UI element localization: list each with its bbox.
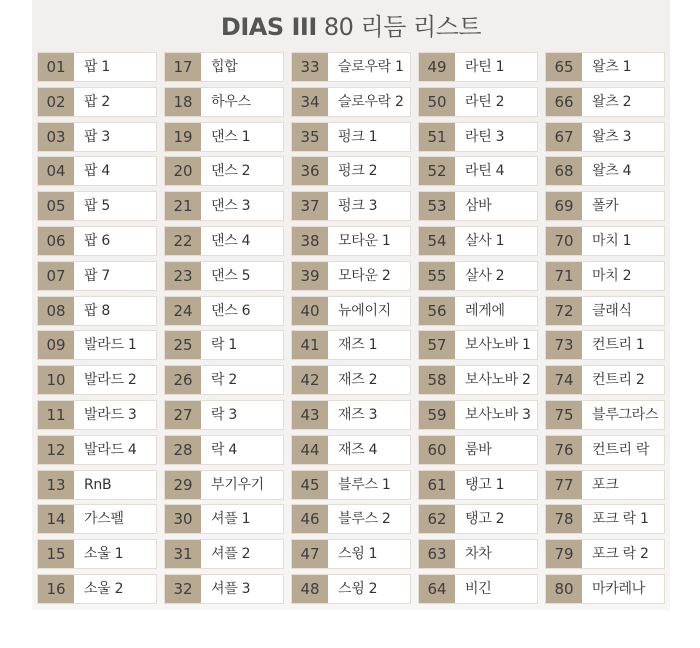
rhythm-number: 33 (292, 53, 328, 81)
rhythm-number: 59 (419, 401, 455, 429)
rhythm-number: 31 (165, 540, 201, 568)
rhythm-name: 팝 2 (84, 93, 110, 110)
rhythm-item (37, 470, 157, 500)
rhythm-item (545, 330, 665, 360)
rhythm-name: 라틴 4 (465, 163, 505, 180)
rhythm-number: 69 (546, 192, 582, 220)
rhythm-name: 왈츠 2 (592, 93, 632, 110)
rhythm-item (37, 539, 157, 569)
rhythm-name: 셔플 3 (211, 580, 251, 597)
rhythm-name: 모타운 1 (338, 232, 391, 249)
rhythm-item (164, 156, 284, 186)
rhythm-name: 삼바 (465, 198, 492, 215)
rhythm-item (164, 365, 284, 395)
rhythm-number: 37 (292, 192, 328, 220)
rhythm-number: 19 (165, 123, 201, 151)
rhythm-item (164, 504, 284, 534)
rhythm-number: 66 (546, 88, 582, 116)
rhythm-number: 24 (165, 297, 201, 325)
rhythm-item (291, 87, 411, 117)
rhythm-name: 블루그라스 (592, 406, 659, 423)
rhythm-number: 53 (419, 192, 455, 220)
rhythm-name: 팝 4 (84, 163, 110, 180)
rhythm-item (545, 156, 665, 186)
rhythm-number: 05 (38, 192, 74, 220)
rhythm-name: 레게에 (465, 302, 505, 319)
brand-name: DIAS III (220, 13, 317, 41)
page-title (32, 10, 670, 44)
rhythm-item (545, 539, 665, 569)
rhythm-name: 마치 1 (592, 232, 632, 249)
rhythm-name: 힙합 (211, 59, 238, 75)
rhythm-name: 왈츠 1 (592, 59, 632, 75)
rhythm-number: 51 (419, 123, 455, 151)
rhythm-name: 펑크 2 (338, 163, 378, 180)
rhythm-name: 팝 1 (84, 59, 110, 75)
rhythm-number: 44 (292, 436, 328, 464)
rhythm-name: 댄스 5 (211, 267, 251, 284)
rhythm-item (164, 539, 284, 569)
rhythm-item (545, 52, 665, 82)
rhythm-number: 10 (38, 366, 74, 394)
rhythm-number: 47 (292, 540, 328, 568)
rhythm-item (37, 156, 157, 186)
rhythm-name: 락 4 (211, 441, 237, 458)
rhythm-number: 21 (165, 192, 201, 220)
rhythm-number: 77 (546, 471, 582, 499)
rhythm-item (37, 400, 157, 430)
rhythm-name: 마카레나 (592, 580, 645, 597)
rhythm-number: 72 (546, 297, 582, 325)
rhythm-number: 03 (38, 123, 74, 151)
rhythm-number: 57 (419, 331, 455, 359)
rhythm-item (291, 504, 411, 534)
rhythm-item (291, 539, 411, 569)
rhythm-item (418, 504, 538, 534)
rhythm-number: 40 (292, 297, 328, 325)
rhythm-item (545, 191, 665, 221)
rhythm-number: 42 (292, 366, 328, 394)
rhythm-item (164, 261, 284, 291)
rhythm-number: 26 (165, 366, 201, 394)
rhythm-grid (37, 52, 665, 604)
rhythm-name: 비긴 (465, 580, 492, 597)
rhythm-name: 보사노바 1 (465, 337, 531, 354)
rhythm-item (418, 191, 538, 221)
rhythm-name: 블루스 1 (338, 476, 391, 493)
rhythm-item (545, 261, 665, 291)
rhythm-number: 32 (165, 575, 201, 603)
rhythm-number: 06 (38, 227, 74, 255)
rhythm-name: 마치 2 (592, 267, 632, 284)
rhythm-name: 락 2 (211, 372, 237, 389)
rhythm-item (291, 122, 411, 152)
rhythm-number: 04 (38, 157, 74, 185)
rhythm-name: 모타운 2 (338, 267, 391, 284)
rhythm-item (545, 470, 665, 500)
rhythm-name: 재즈 3 (338, 406, 378, 423)
rhythm-number: 74 (546, 366, 582, 394)
rhythm-name: 펑크 3 (338, 198, 378, 215)
rhythm-number: 13 (38, 471, 74, 499)
rhythm-number: 68 (546, 157, 582, 185)
rhythm-name: 댄스 4 (211, 232, 251, 249)
rhythm-item (37, 330, 157, 360)
rhythm-number: 34 (292, 88, 328, 116)
rhythm-name: 라틴 1 (465, 59, 505, 75)
rhythm-name: 재즈 2 (338, 372, 378, 389)
rhythm-item (291, 400, 411, 430)
rhythm-item (37, 574, 157, 604)
rhythm-number: 16 (38, 575, 74, 603)
rhythm-name: 소울 2 (84, 580, 124, 597)
rhythm-item (37, 52, 157, 82)
rhythm-number: 60 (419, 436, 455, 464)
rhythm-number: 49 (419, 53, 455, 81)
rhythm-number: 65 (546, 53, 582, 81)
rhythm-number: 39 (292, 262, 328, 290)
rhythm-name: 팝 3 (84, 128, 110, 145)
rhythm-item (37, 122, 157, 152)
rhythm-name: 펑크 1 (338, 128, 378, 145)
rhythm-name: 팝 6 (84, 232, 110, 249)
rhythm-name: 스윙 1 (338, 546, 378, 563)
rhythm-name: 포크 락 1 (592, 511, 649, 528)
rhythm-name: 스윙 2 (338, 580, 378, 597)
rhythm-item (291, 226, 411, 256)
rhythm-item (291, 330, 411, 360)
rhythm-name: 컨트리 1 (592, 337, 645, 354)
rhythm-item (545, 400, 665, 430)
rhythm-item (545, 296, 665, 326)
rhythm-item (164, 52, 284, 82)
rhythm-number: 73 (546, 331, 582, 359)
rhythm-name: 블루스 2 (338, 511, 391, 528)
rhythm-name: 댄스 3 (211, 198, 251, 215)
rhythm-number: 18 (165, 88, 201, 116)
rhythm-item (418, 330, 538, 360)
rhythm-name: 뉴에이지 (338, 302, 391, 319)
rhythm-number: 62 (419, 505, 455, 533)
rhythm-item (164, 296, 284, 326)
rhythm-number: 38 (292, 227, 328, 255)
rhythm-item (545, 87, 665, 117)
rhythm-number: 30 (165, 505, 201, 533)
rhythm-number: 02 (38, 88, 74, 116)
rhythm-item (418, 365, 538, 395)
rhythm-item (545, 435, 665, 465)
rhythm-name: 살사 2 (465, 267, 505, 284)
rhythm-name: 포크 락 2 (592, 546, 649, 563)
rhythm-number: 17 (165, 53, 201, 81)
rhythm-item (418, 539, 538, 569)
rhythm-number: 79 (546, 540, 582, 568)
rhythm-item (545, 365, 665, 395)
rhythm-number: 56 (419, 297, 455, 325)
rhythm-item (164, 435, 284, 465)
rhythm-item (164, 400, 284, 430)
rhythm-item (37, 261, 157, 291)
rhythm-number: 71 (546, 262, 582, 290)
rhythm-name: 컨트리 2 (592, 372, 645, 389)
rhythm-item (291, 191, 411, 221)
rhythm-item (418, 261, 538, 291)
rhythm-item (291, 365, 411, 395)
rhythm-item (164, 122, 284, 152)
rhythm-name: 부기우기 (211, 476, 264, 493)
rhythm-item (418, 574, 538, 604)
rhythm-name: 셔플 2 (211, 546, 251, 563)
rhythm-number: 35 (292, 123, 328, 151)
rhythm-number: 67 (546, 123, 582, 151)
rhythm-number: 01 (38, 53, 74, 81)
rhythm-item (37, 87, 157, 117)
rhythm-number: 80 (546, 575, 582, 603)
rhythm-name: 왈츠 4 (592, 163, 632, 180)
rhythm-name: 클래식 (592, 302, 632, 319)
rhythm-number: 07 (38, 262, 74, 290)
rhythm-number: 08 (38, 297, 74, 325)
rhythm-name: 댄스 6 (211, 302, 251, 319)
rhythm-name: 재즈 1 (338, 337, 378, 354)
rhythm-name: 왈츠 3 (592, 128, 632, 145)
rhythm-item (291, 52, 411, 82)
rhythm-number: 75 (546, 401, 582, 429)
rhythm-item (418, 296, 538, 326)
title-subtitle: 80 리듬 리스트 (323, 13, 482, 41)
rhythm-name: 발라드 1 (84, 337, 137, 354)
rhythm-number: 43 (292, 401, 328, 429)
rhythm-name: 발라드 2 (84, 372, 137, 389)
rhythm-name: 슬로우락 1 (338, 59, 404, 75)
rhythm-item (37, 226, 157, 256)
rhythm-item (418, 470, 538, 500)
rhythm-number: 28 (165, 436, 201, 464)
rhythm-item (418, 52, 538, 82)
rhythm-number: 27 (165, 401, 201, 429)
rhythm-number: 64 (419, 575, 455, 603)
rhythm-item (37, 296, 157, 326)
rhythm-name: 가스펠 (84, 511, 124, 528)
rhythm-item (291, 435, 411, 465)
rhythm-name: 폴카 (592, 198, 619, 215)
rhythm-item (291, 574, 411, 604)
rhythm-name: 탱고 1 (465, 476, 505, 493)
rhythm-number: 41 (292, 331, 328, 359)
rhythm-number: 12 (38, 436, 74, 464)
rhythm-number: 46 (292, 505, 328, 533)
rhythm-name: 탱고 2 (465, 511, 505, 528)
rhythm-item (545, 574, 665, 604)
rhythm-item (418, 400, 538, 430)
rhythm-name: 보사노바 2 (465, 372, 531, 389)
rhythm-number: 15 (38, 540, 74, 568)
rhythm-number: 23 (165, 262, 201, 290)
rhythm-name: 살사 1 (465, 232, 505, 249)
rhythm-number: 25 (165, 331, 201, 359)
rhythm-name: 포크 (592, 476, 619, 493)
rhythm-number: 78 (546, 505, 582, 533)
rhythm-item (418, 156, 538, 186)
rhythm-name: 보사노바 3 (465, 406, 531, 423)
rhythm-name: 컨트리 락 (592, 441, 650, 458)
rhythm-item (291, 261, 411, 291)
rhythm-number: 22 (165, 227, 201, 255)
rhythm-number: 29 (165, 471, 201, 499)
rhythm-name: 슬로우락 2 (338, 93, 404, 110)
rhythm-number: 50 (419, 88, 455, 116)
rhythm-item (37, 191, 157, 221)
rhythm-number: 45 (292, 471, 328, 499)
rhythm-item (164, 191, 284, 221)
rhythm-name: 셔플 1 (211, 511, 251, 528)
rhythm-name: 팝 5 (84, 198, 110, 215)
rhythm-name: 차차 (465, 546, 492, 563)
rhythm-item (418, 226, 538, 256)
rhythm-item (37, 435, 157, 465)
rhythm-name: 소울 1 (84, 546, 124, 563)
rhythm-number: 52 (419, 157, 455, 185)
rhythm-item (545, 504, 665, 534)
rhythm-item (291, 156, 411, 186)
rhythm-number: 36 (292, 157, 328, 185)
rhythm-name: 댄스 1 (211, 128, 251, 145)
rhythm-number: 70 (546, 227, 582, 255)
rhythm-number: 11 (38, 401, 74, 429)
rhythm-number: 61 (419, 471, 455, 499)
rhythm-name: 발라드 4 (84, 441, 137, 458)
rhythm-name: 룸바 (465, 441, 492, 458)
rhythm-item (545, 226, 665, 256)
rhythm-item (418, 435, 538, 465)
rhythm-name: 팝 8 (84, 302, 110, 319)
rhythm-item (164, 226, 284, 256)
rhythm-name: 하우스 (211, 93, 251, 110)
rhythm-item (164, 470, 284, 500)
rhythm-number: 58 (419, 366, 455, 394)
rhythm-item (291, 470, 411, 500)
rhythm-number: 76 (546, 436, 582, 464)
rhythm-number: 63 (419, 540, 455, 568)
rhythm-item (164, 574, 284, 604)
rhythm-name: 재즈 4 (338, 441, 378, 458)
rhythm-name: 락 3 (211, 406, 237, 423)
rhythm-name: 발라드 3 (84, 406, 137, 423)
rhythm-number: 55 (419, 262, 455, 290)
rhythm-number: 14 (38, 505, 74, 533)
rhythm-name: 락 1 (211, 337, 237, 354)
rhythm-number: 20 (165, 157, 201, 185)
rhythm-item (164, 87, 284, 117)
rhythm-name: 라틴 3 (465, 128, 505, 145)
rhythm-item (545, 122, 665, 152)
rhythm-item (418, 122, 538, 152)
rhythm-name: 팝 7 (84, 267, 110, 284)
rhythm-item (291, 296, 411, 326)
rhythm-item (418, 87, 538, 117)
rhythm-number: 48 (292, 575, 328, 603)
rhythm-item (37, 504, 157, 534)
rhythm-name: RnB (84, 476, 112, 493)
rhythm-item (37, 365, 157, 395)
rhythm-number: 09 (38, 331, 74, 359)
rhythm-item (164, 330, 284, 360)
rhythm-name: 댄스 2 (211, 163, 251, 180)
rhythm-name: 라틴 2 (465, 93, 505, 110)
rhythm-number: 54 (419, 227, 455, 255)
